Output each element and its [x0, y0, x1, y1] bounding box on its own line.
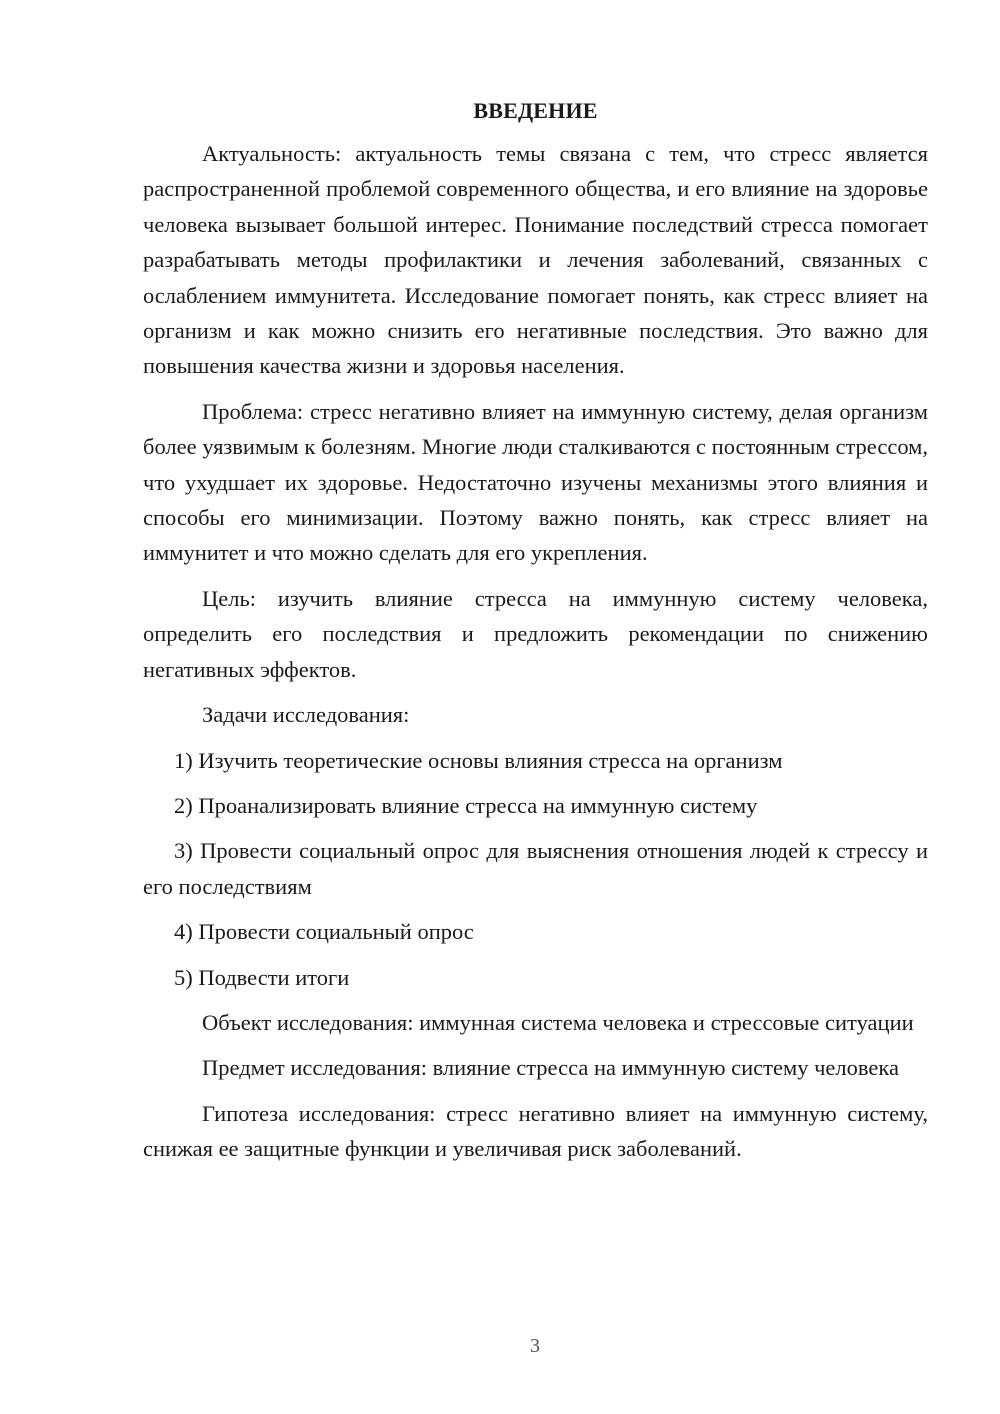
section-title: ВВЕДЕНИЕ — [473, 98, 598, 123]
tasks-heading: Задачи исследования: — [202, 702, 410, 728]
tasks-list — [143, 743, 928, 995]
paragraph-subject: Предмет исследования: влияние стресса на иммунную систему человека — [202, 1055, 899, 1081]
paragraph-hypothesis: Гипотеза исследования: стресс негативно влияет на иммунную систему, снижая ее защитные функции и увеличивая риск заболеваний. — [143, 1100, 928, 1162]
paragraph-object: Объект исследования: иммунная система человека и стрессовые ситуации — [202, 1009, 914, 1035]
task-item-1: 1) Изучить теоретические основы влияния стресса на организм — [174, 747, 783, 773]
paragraph-goal: Цель: изучить влияние стресса на иммунную систему человека, определить его последствия и предложить рекомендации по снижению негативных эффектов. — [143, 585, 928, 682]
task-item-2: 2) Проанализировать влияние стресса на иммунную систему — [174, 792, 758, 818]
page-number: 3 — [530, 1335, 540, 1357]
task-item-3: 3) Провести социальный опрос для выяснения отношения людей к стрессу и его последствиям — [143, 838, 928, 899]
paragraph-relevance: Актуальность: актуальность темы связана с тем, что стресс является распространенной проблемой современного общества, и его влияние на здоровье человека вызывает большой интерес. Понимание последствий стресса помогает разрабатывать методы профилактики и лечения заболеваний, связанных с ослаблением иммунитета. Исследование помогает понять, как стресс влияет на организм и как можно снизить его негативные последствия. Это важно для повышения качества жизни и здоровья населения. — [143, 141, 928, 379]
task-item-5: 5) Подвести итоги — [174, 964, 350, 990]
document-body — [143, 96, 928, 1177]
task-item-4: 4) Провести социальный опрос — [174, 919, 474, 945]
paragraph-problem: Проблема: стресс негативно влияет на иммунную систему, делая организм более уязвимым к болезням. Многие люди сталкиваются с постоянным стрессом, что ухудшает их здоровье. Недостаточно изучены механизмы этого влияния и способы его минимизации. Поэтому важно понять, как стресс влияет на иммунитет и что можно сделать для его укрепления. — [143, 398, 928, 566]
